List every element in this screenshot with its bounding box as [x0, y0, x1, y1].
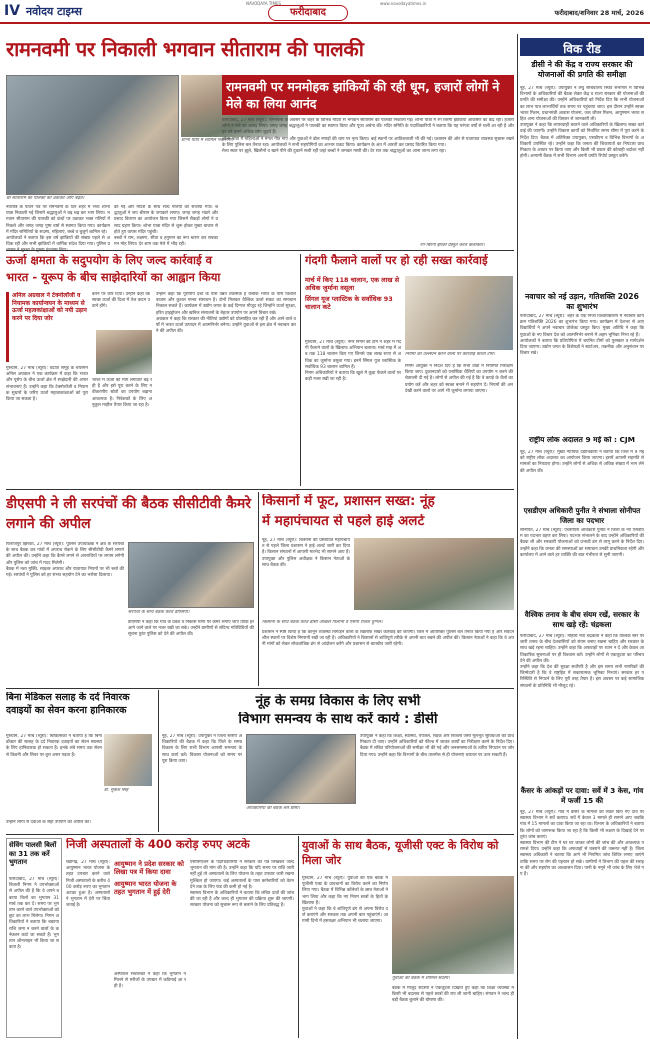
s7-bottom-rule — [6, 834, 514, 835]
sidebar-headline: डीसी ने की केंद्र व राज्य सरकार की योजनाओं की प्रगति की समीक्षा — [531, 60, 633, 79]
sidebar3-headline-2: एसडीएम अधिकारी पुनीत ने संभाला सोनीपत जिला का पदभार — [523, 506, 641, 525]
s4-s5-divider — [258, 492, 259, 686]
s5-body-1: नूंह, 27 मार्च (ब्यूरो): किसानों की प्रस्तावित महापंचायत से पहले जिला प्रशासन ने हाई अलर्ट जारी कर दिया है। किसान संगठनों में आपसी मतभेद भी सामने आए हैं। उपायुक्त और पुलिस अधीक्षक ने किसान नेताओं के साथ बैठक की। — [262, 538, 350, 568]
sidebar2-headline: नवाचार को नई उड़ान, गतिशक्ति 2026 का शुभारंभ — [525, 292, 639, 311]
s2-headline-line2: भारत - यूरूप के बीच साझेदारियों का आह्वान किया — [6, 271, 221, 284]
lead-body-mid: की गई और मंदिरों के साथ साथ गलियों को सजाया गया। श्रद्धालुओं ने जय श्रीराम के जयकारे लगाए। जगह जगह भंडारे और प्रसाद वितरण का आयोजन किया गया जिसमें सैकड़ों लोगों ने प्रसाद ग्रहण किया। शोभा यात्रा मंदिर से शुरू होकर मुख्य बाजार से होते हुए वापस मंदिर पहुंची। बच्चों ने राम, लक्ष्मण, सीता व हनुमान का रूप धारण कर सबका मन मोह लिया। देर शाम तक मेले में भीड़ रही। — [114, 205, 218, 248]
s6-caption: डॉ. मुकेश सिंह — [104, 788, 129, 793]
sidebar-body-5: फरीदाबाद, 27 मार्च (ब्यूरो): महिला नेता चंद्रकला ने कहा कि वैश्विक स्तर पर जारी तनाव के बीच देशवासियों को संयम बनाए रखना चाहिए और सरकार के साथ खड़े रहना चाहिए। उन्होंने कहा कि अफवाहों पर ध्यान न दें और केवल आधिकारिक सूचनाओं पर ही विश्वास करें। उन्होंने लोगों से एकजुटता का परिचय देने की अपील की। उन्होंने कहा कि देश की सुरक्षा सर्वोपरि है और इस समय सभी नागरिकों की जिम्मेदारी है कि वे राष्ट्रहित में सकारात्मक भूमिका निभाएं। सरकार हर परिस्थिति से निपटने के लिए पूरी तरह तैयार है। इस अवसर पर कई सामाजिक संगठनों के प्रतिनिधि भी मौजूद रहे। — [520, 634, 644, 689]
s9-headline: निजी अस्पतालों के 400 करोड़ रुपए अटके — [66, 838, 250, 851]
s9-body-3: एसोसिएशन के पदाधिकारियों ने सरकार को पत्र लिखकर जल्द भुगतान की मांग की है। उन्होंने कहा कि यदि समय पर राशि जारी नहीं हुई तो अस्पतालों के लिए योजना के तहत उपचार जारी रखना मुश्किल हो जाएगा। कई अस्पतालों के पास कर्मचारियों को वेतन देने तक के लिए फंड की कमी हो गई है। स्वास्थ्य विभाग के अधिकारियों ने बताया कि लंबित दावों की जांच की जा रही है और जल्द ही भुगतान की प्रक्रिया शुरू की जाएगी। सरकार योजना को सुचारू रूप से चलाने के लिए प्रतिबद्ध है। — [190, 860, 294, 909]
s8-headline: सेविंग पालसी बिलों का 31 तक करें भुगतान — [9, 841, 57, 866]
s9-bullet-2: आयुष्मान भारत योजना के तहत भुगतान में हुई देरी — [114, 880, 177, 896]
s10-body-1: गुरुग्राम, 27 मार्च (ब्यूरो): युवाओं की एक बैठक में यूजीसी एक्ट के प्रावधानों का विरोध करने का निर्णय लिया गया। बैठक में विभिन्न कॉलेजों के छात्र नेताओं ने भाग लिया और कहा कि नए नियम छात्रों के हितों के खिलाफ हैं। युवाओं ने कहा कि वे शांतिपूर्ण ढंग से अपना विरोध दर्ज कराएंगे और सरकार तक अपनी बात पहुंचाएंगे। आगामी दिनों में हस्ताक्षर अभियान भी चलाया जाएगा। — [302, 876, 388, 925]
s7-body-1: नूंह, 27 मार्च (ब्यूरो): उपायुक्त ने जिला स्तरीय अधिकारियों की बैठक में कहा कि जिले के समग्र विकास के लिए सभी विभाग आपसी समन्वय के साथ कार्य करें। विकास योजनाओं को समय पर पूरा किया जाए। — [162, 734, 242, 764]
s3-body-2: निगम आयुक्त ने निर्देश दिए हैं कि सभी वार्डों में नियमित निरीक्षण किया जाए। दुकानदारों को प्लास्टिक थैलियों का उपयोग न करने की चेतावनी दी गई है। लोगों से अपील की गई है कि वे कपड़े के थैलों का प्रयोग करें और शहर को स्वच्छ बनाने में सहयोग दें। नियमों की अनदेखी करने वालों पर आगे भी जुर्माना लगाया जाएगा। — [405, 364, 513, 394]
lead-photo-caption-2: शोभा यात्रा में शामिल भक्तगण। — [181, 138, 234, 143]
s5-caption: किसानों के साथ बैठक करते डीसी अखिल पिलानी व एसपी राजेश दुग्गल। — [262, 620, 383, 625]
sidebar-body-2: फरीदाबाद, 27 मार्च (ब्यूरो): शहर के एक निजी विश्वविद्यालय में नवाचार कार्यक्रम गतिशक्ति 2026 का शुभारंभ किया गया। कार्यक्रम में देशभर से आए विद्यार्थियों ने अपने नवाचार प्रोजेक्ट प्रस्तुत किए। मुख्य अतिथि ने कहा कि युवाओं के नए विचार देश को आत्मनिर्भर बनाने में अहम भूमिका निभा रहे हैं। आयोजकों ने बताया कि प्रतियोगिता में चयनित टीमों को पुरस्कार व मार्गदर्शन दिया जाएगा। उद्योग जगत के विशेषज्ञों ने स्टार्टअप, तकनीक और अनुसंधान पर विचार रखे। — [520, 314, 644, 357]
s7-headline-line1: नूंह के समग्र विकास के लिए सभी — [255, 694, 421, 709]
s4-headline: डीएसपी ने ली सरपंचों की बैठक सीसीटीवी कैमरे लगाने की अपील — [6, 496, 251, 532]
s2-body-1: गुरुग्राम, 27 मार्च (ब्यूरो): वेदांता समूह के चेयरमैन अनिल अग्रवाल ने एक कार्यक्रम में कहा कि भारत और यूरोप के बीच ऊर्जा क्षेत्र में साझेदारी की अपार संभावनाएं हैं। उन्होंने कहा कि टेक्नोलॉजी व नियामक सुधारों के जरिए ऊर्जा महत्वाकांक्षाओं को पूरा किया जा सकता है। — [6, 366, 88, 403]
s6-body-1: गुरुग्राम, 27 मार्च (ब्यूरो): चिकित्सकों ने चेताया है कि बिना डॉक्टर की सलाह के दर्द निवारक दवाइयों का सेवन स्वास्थ्य के लिए हानिकारक हो सकता है। इनके लंबे समय तक सेवन से किडनी और लिवर पर बुरा असर पड़ता है। — [6, 734, 102, 758]
small-top-right: www.navodayatimes.in — [380, 1, 427, 6]
s5-photo — [354, 538, 514, 610]
s6-portrait — [104, 734, 152, 786]
s3-bullet-list — [305, 276, 401, 336]
page-number: IV — [4, 3, 21, 19]
s2-body-2: करने पर जोर दिया। उन्होंने कहा कि स्वच्छ ऊर्जा की दिशा में तेज कदम उठाने होंगे। — [92, 292, 150, 310]
s3-bottom-rule — [6, 489, 514, 490]
s3-headline: गंदगी फैलाने वालों पर हो रही सख्त कार्रवाई — [305, 254, 488, 267]
sidebar-body-6: नूंह, 27 मार्च (ब्यूरो): गांव में कैंसर के मामलों को लेकर किए गए दावे पर स्वास्थ्य विभाग ने सर्वे कराया। सर्वे में केवल 3 मामले ही सामने आए जबकि गांव में 15 मामलों का दावा किया जा रहा था। विभाग के अधिकारियों ने बताया कि लोगों को जागरूक किया जा रहा है कि किसी भी लक्षण के दिखाई देने पर तुरंत जांच कराएं। स्वास्थ्य विभाग की टीम ने घर घर जाकर लोगों की जांच की और आवश्यक परामर्श दिया। उन्होंने कहा कि अफवाहों से घबराने की जरूरत नहीं है। जिला स्वास्थ्य अधिकारी ने बताया कि आगे भी नियमित जांच शिविर लगाए जाएंगे ताकि समय पर रोग की पहचान हो सके। ग्रामीणों ने विभाग की पहल की सराहना की और सहयोग का आश्वासन दिया। पानी के नमूने भी जांच के लिए भेजे गए हैं। — [520, 810, 644, 878]
s7-caption: अधिकारियों की बैठक लेते डीसी। — [246, 806, 300, 811]
date-line: फरीदाबाद/शनिवार 28 मार्च, 2026 — [554, 9, 644, 17]
small-top-left: NAVODAYA TIMES — [246, 1, 282, 6]
s3-caption: नियमों का उल्लंघन करने वालों पर कार्रवाई करती टीम। — [405, 352, 496, 357]
city-label: फरीदाबाद — [268, 5, 348, 21]
lead-photo-main — [6, 75, 179, 195]
sidebar-body-3: नूंह, 27 मार्च (ब्यूरो): मुख्य न्यायिक दंडाधिकारी ने बताया कि जिले में 9 मई को राष्ट्रीय लोक अदालत का आयोजन किया जाएगा। इसमें आपसी सहमति से मामलों का निपटारा होगा। उन्होंने लोगों से अधिक से अधिक संख्या में भाग लेने की अपील की। — [520, 450, 644, 474]
s7-body-2: उपायुक्त ने कहा कि शिक्षा, स्वास्थ्य, पेयजल, सड़क और बिजली जैसी मूलभूत सुविधाओं को प्राथमिकता दी जाए। उन्होंने अधिकारियों को फील्ड में जाकर कार्यों का निरीक्षण करने के निर्देश दिए। बैठक में लंबित परियोजनाओं की समीक्षा भी की गई और जनसमस्याओं के त्वरित निपटान पर जोर दिया गया। उन्होंने कहा कि विभागों के बीच तालमेल से ही योजनाएं धरातल पर उतर सकती हैं। — [360, 734, 514, 758]
s9-bullet-list — [114, 860, 186, 970]
s10-body-2: बैठक में मौजूद सदस्यों ने एकजुटता दिखाते हुए कहा कि शिक्षा व्यवस्था में किसी भी बदलाव से पहले छात्रों की राय ली जानी चाहिए। संगठन ने जल्द ही बड़ी बैठक बुलाने की घोषणा की। — [392, 986, 514, 1004]
s2-body-4: उन्होंने कहा कि यूरोपीय देशों के पास उन्नत तकनीक है जबकि भारत के पास विशाल बाजार और कुशल मानव संसाधन है। दोनों मिलकर वैश्विक ऊर्जा संकट का समाधान निकाल सकते हैं। कार्यक्रम में उद्योग जगत के कई दिग्गज मौजूद रहे जिन्होंने ऊर्जा सुरक्षा, हरित हाइड्रोजन और खनिज संसाधनों के बेहतर उपयोग पर अपने विचार रखे। अग्रवाल ने कहा कि सरकार की नीतियां उद्योगों को प्रोत्साहित कर रही हैं और आने वाले वर्षों में भारत ऊर्जा उत्पादन में आत्मनिर्भर बनेगा। उन्होंने युवाओं से इस क्षेत्र में नवाचार करने की अपील की। — [156, 292, 296, 335]
sidebar5-headline: कैंसर के आंकड़ों पर दावा: सर्वे में 3 केस, गांव में फर्जी 15 की — [520, 786, 644, 805]
sidebar3-headline: राष्ट्रीय लोक अदालत 9 मई को : CJM — [528, 436, 636, 444]
s5-bottom-rule — [6, 688, 514, 689]
s7-photo — [246, 734, 356, 804]
s10-caption: युवाओं की बैठक में शामिल सदस्य। — [392, 976, 450, 981]
lead-body-left: नवरात्रि के पावन पर्व पर रामनवमी के दिन शहर में भव्य शोभा यात्रा निकाली गई जिसमें श्रद्धालुओं ने बढ़ चढ़ कर भाग लिया। भगवान सीताराम की पालकी को कंधों पर उठाकर भक्त गलियों में निकले और जगह जगह पुष्प वर्षा से स्वागत किया गया। कार्यक्रम में मंदिर समितियों के सदस्य, महिलाएं, बच्चे व बुजुर्ग शामिल रहे। आयोजकों ने बताया कि इस वर्ष झांकियों की संख्या पहले से अधिक रही और सभी झांकियों में धार्मिक संदेश दिया गया। पुलिस प्र — [6, 205, 110, 248]
s2-portrait — [96, 330, 152, 374]
s4-body-2: डीएसपी ने कहा कि गांव के प्रवेश व निकास मार्गों पर कैमरे लगाए जाएं ताकि हर आने जाने वाले पर नजर रखी जा सके। उन्होंने ग्रामीणों से संदिग्ध गतिविधियों की सूचना तुरंत पुलिस को देने की अपील की। — [128, 620, 254, 638]
s2-bullet: अनिल अग्रवाल ने टेक्नोलॉजी व नियामक कार्यान्वयन के माध्यम से ऊर्जा महत्वकांक्षाओं को नयी उड़ान करने पर दिया जोर — [12, 292, 87, 322]
sidebar-body-4: सोनीपत, 27 मार्च (ब्यूरो): एचसीएस अधिकारी पुनीत ने जिला के नए एसडीएम का पदभार ग्रहण कर लिया। पदभार संभालने के बाद उन्होंने अधिकारियों की बैठक ली और सरकारी योजनाओं को प्रभावी ढंग से लागू करने के निर्देश दिए। उन्होंने कहा कि जनता की समस्याओं का समाधान उनकी प्राथमिकता रहेगी और कार्यालय में आने वाले हर व्यक्ति की बात गंभीरता से सुनी जाएगी। — [520, 528, 644, 558]
lead-body-right: फरीदाबाद, 27 मार्च (ब्यूरो): रामनवमी के अवसर पर शहर के विभिन्न मंदिरों से भगवान सीताराम की पालकी निकाली गई। शोभा यात्रा में रंग बिरंगी झांकियां आकर्षण का केंद्र रहीं। हजारों लोगों ने मेले का आनंद लिया। जगह जगह श्रद्धालुओं ने पालकी का स्वागत किया और पूजा अर्चना की। मंदिर समिति के पदाधिकारियों ने बताया कि यह परंपरा वर्षों से चली आ रही है और हर वर्ष इसमें अधिक लोग जुड़ते हैं। शोभा यात्रा में महिलाओं ने मंगल गीत गाए और युवाओं ने ढोल नगाड़ों की थाप पर नृत्य किया। कई स्थानों पर आतिशबाजी भी की गई। प्रशासन की ओर से यातायात व्यवस्था सुचारू रखने के लिए पुलिस बल तैनात रहा। आयोजकों ने सभी सहयोगियों का आभार प्रकट किया। कार्यक्रम के अंत में आरती कर प्रसाद वितरित किया गया। मेला स्थल पर झूले, खिलौनों व खाने पीने की दुकानें सजी रहीं जहां बच्चों ने जमकर मस्ती की। देर रात तक श्रद्धालुओं का आना जाना लगा रहा। — [222, 118, 514, 155]
s4-body-1: फिरोजपुर झिरका, 27 मार्च (ब्यूरो): पुलिस उपाधीक्षक ने क्षेत्र के सरपंचों के साथ बैठक कर गांवों में अपराध रोकने के लिए सीसीटीवी कैमरे लगाने की अपील की। उन्होंने कहा कि कैमरे लगने से अपराधियों पर लगाम लगेगी और पुलिस को जांच में मदद मिलेगी। बैठक में नशा मुक्ति, साइबर अपराध और यातायात नियमों पर भी चर्चा की गई। सरपंचों ने पुलिस को हर संभव सहयोग देने का भरोसा दिलाया। — [6, 542, 124, 579]
s2-s3-divider — [300, 254, 301, 486]
sidebar-divider — [517, 34, 518, 1039]
lead-photo-caption-3: रंग-बिरंगी झांकी प्रस्तुत करते कलाकार। — [420, 243, 485, 248]
sidebar4-headline: वैश्विक तनाव के बीच संयम रखें, सरकार के साथ खड़े रहें: चंद्रकला — [524, 610, 640, 629]
masthead — [0, 0, 650, 24]
s10-headline: युवाओं के साथ बैठक, यूजीसी एक्ट के विरोध को मिला जोर — [302, 839, 499, 867]
s8-body: फरीदाबाद, 27 मार्च (ब्यूरो): बिजली निगम ने उपभोक्ताओं से अपील की है कि वे अपने बकाया बिलों का भुगतान 31 मार्च तक कर दें। समय पर भुगतान करने वाले उपभोक्ताओं को छूट का लाभ मिलेगा। निगम अधिकारियों ने बताया कि बकाया राशि जमा न करने वालों के कनेक्शन काटे जा सकते हैं। भुगतान ऑनलाइन भी किया जा सकता है। — [9, 877, 59, 951]
lead-headline: रामनवमी पर निकाली भगवान सीताराम की पालकी — [6, 38, 364, 61]
s10-photo — [392, 876, 514, 974]
lead-bottom-rule — [6, 250, 514, 251]
s4-photo — [128, 542, 254, 608]
s2-headline-line1: ऊर्जा क्षमता के सदुपयोग के लिए जल्द कार्रवाई व — [6, 254, 213, 267]
s3-body-1: गुरुग्राम, 27 मार्च (ब्यूरो): नगर निगम की टीम ने शहर में गंदगी फैलाने वालों के खिलाफ अभियान चलाया। मार्च माह में अब तक 118 चालान किए गए जिनसे एक लाख रुपए से अधिक का जुर्माना वसूला गया। इनमें सिंगल यूज प्लास्टिक के सर्वाधिक 93 चालान शामिल हैं। निगम अधिकारियों ने बताया कि खुले में कूड़ा फेंकने वालों पर कड़ी नजर रखी जा रही है। — [305, 340, 401, 383]
sidebar-body-1: नूंह, 27 मार्च (ब्यूरो): उपायुक्त ने लघु सचिवालय स्थित सभागार में विभिन्न विभागों के अधिकारियों की बैठक लेकर केंद्र व राज्य सरकार की योजनाओं की प्रगति की समीक्षा की। उन्होंने अधिकारियों को निर्देश दिए कि सभी योजनाओं का लाभ पात्र लाभार्थियों तक समय पर पहुंचाया जाए। इस दौरान उन्होंने स्वच्छ भारत मिशन, प्रधानमंत्री आवास योजना, जल जीवन मिशन, आयुष्मान भारत सहित अन्य योजनाओं की विस्तार से जानकारी ली। उपायुक्त ने कहा कि लापरवाही बरतने वाले अधिकारियों के खिलाफ सख्त कार्रवाई की जाएगी। उन्होंने विकास कार्यों को निर्धारित समय सीमा में पूरा करने के निर्देश दिए। बैठक में अतिरिक्त उपायुक्त, एसडीएम व विभिन्न विभागों के अधिकारी उपस्थित रहे। उन्होंने कहा कि जनता की शिकायतों का निपटारा प्राथमिकता के आधार पर किया जाए और किसी भी प्रकार की कोताही बर्दाश्त नहीं होगी। आगामी बैठक में सभी विभाग अपनी प्रगति रिपोर्ट प्रस्तुत करेंगे। — [520, 86, 644, 160]
s9-s10-divider — [298, 836, 299, 1038]
s5-body-2: प्रशासन ने स्पष्ट किया है कि कानून व्यवस्था बिगाड़ने वालों के खिलाफ सख्त कार्रवाई की जाएगी। जिले में अतिरिक्त पुलिस बल तैनात किया गया है और संवेदनशील स्थानों पर विशेष निगरानी रखी जा रही है। अधिकारियों ने किसानों से शांतिपूर्ण तरीके से अपनी बात रखने की अपील की। किसान नेताओं ने कहा कि वे अपनी मांगों को लेकर लोकतांत्रिक ढंग से आंदोलन करेंगे और प्रशासन से बातचीत जारी रहेगी। — [262, 630, 514, 648]
s9-body-2: अस्पताल संचालकों ने कहा कि भुगतान न मिलने से मरीजों के उपचार में कठिनाई आ रही है। — [114, 972, 186, 990]
lead-photo-caption: श्री सीताराम की पालकी को उठाकर आगे बढ़ते। — [6, 196, 85, 201]
s3-bullet-1: मार्च में किए 118 चालान, एक लाख से अधिक जुर्माना वसूला — [305, 276, 400, 292]
lead-subhead: रामनवमी पर मनमोहक झांकियों की रही धूम, हजारों लोगों ने मेले का लिया आनंद — [226, 79, 500, 111]
s6-s7-divider — [158, 690, 159, 832]
s2-bullet-box — [6, 292, 88, 362]
s5-headline-line2: में महापंचायत से पहले हाई अलर्ट — [262, 514, 425, 529]
s9-bullet-1: आयुष्मान ने प्रदेश सरकार को लिखा पत्र में किया दावा — [114, 860, 184, 876]
s9-body-1: चंडीगढ़, 27 मार्च (ब्यूरो): आयुष्मान भारत योजना के तहत उपचार करने वाले निजी अस्पतालों के करीब 400 करोड़ रुपए का भुगतान अटका हुआ है। अस्पतालों ने भुगतान में देरी पर चिंता जताई है। — [66, 860, 110, 909]
s3-bullet-2: सिंगल यूज प्लास्टिक के सर्वाधिक 93 चालान कटे — [305, 295, 393, 311]
s6-headline: बिना मेडिकल सलाह के दर्द निवारक दवाइयों का सेवन करना हानिकारक — [6, 692, 130, 716]
s2-body-3: भारत में ऊर्जा की मांग लगातार बढ़ रही है और इसे पूरा करने के लिए नवीकरणीय स्रोतों का उपयोग बढ़ाना आवश्यक है। निवेशकों के लिए अनुकूल माहौल तैयार किया जा रहा है। — [92, 378, 152, 408]
s6-body-2: उन्होंने लोगों से दवाओं के सही उपयोग की अपील की। — [6, 820, 91, 825]
s4-caption: सरपंचों के साथ बैठक करते डीएसपी। — [128, 610, 190, 615]
s7-headline-line2: विभाग समन्वय के साथ करें कार्य : डीसी — [238, 712, 438, 727]
sidebar-title: विक रीड — [563, 42, 601, 56]
s5-headline-line1: किसानों में फूट, प्रशासन सख्त: नूंह — [262, 494, 435, 509]
s3-photo — [405, 276, 513, 350]
paper-logo: नवोदय टाइम्स — [26, 5, 82, 18]
